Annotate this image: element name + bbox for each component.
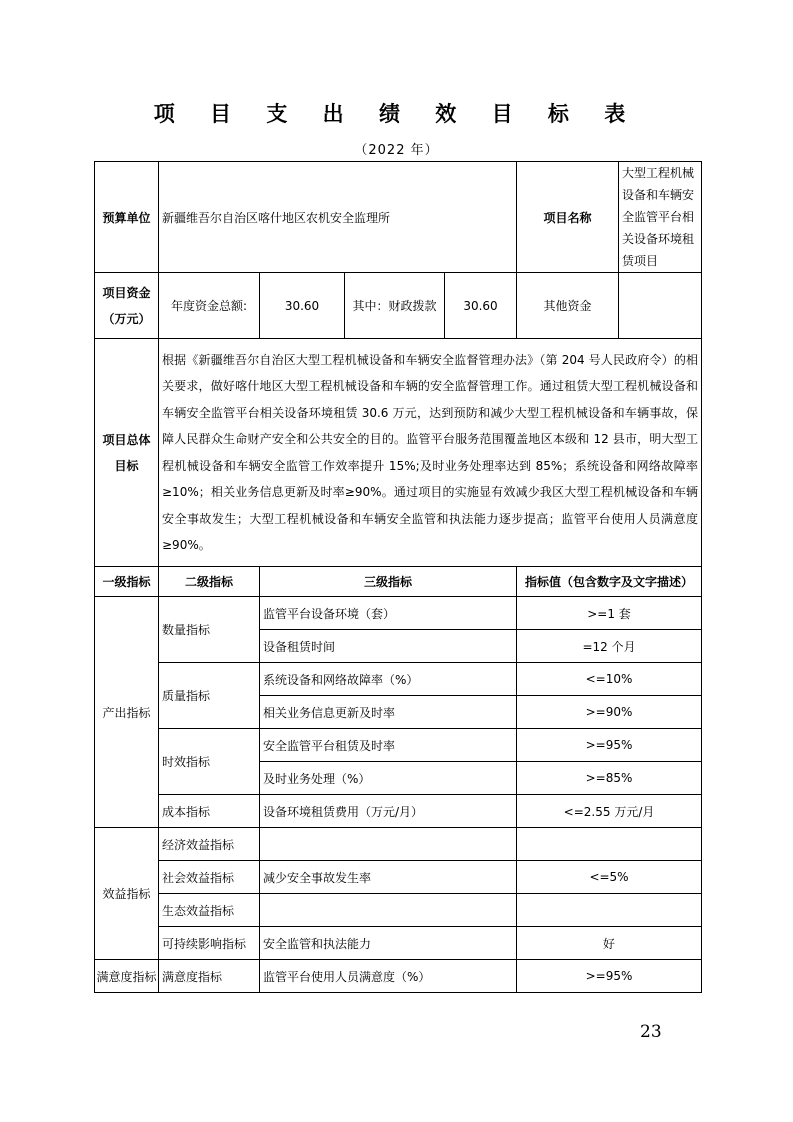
indicator-level3: 系统设备和网络故障率（%） (260, 663, 517, 696)
project-name-value: 大型工程机械设备和车辆安全监管平台相关设备环境租赁项目 (619, 162, 702, 273)
other-funds-value (619, 273, 702, 339)
table-row (95, 861, 702, 894)
funds-label: 项目资金 （万元） (95, 273, 159, 339)
indicator-value: 好 (517, 927, 702, 960)
annual-total-value: 30.60 (260, 273, 345, 339)
indicator-level3 (260, 894, 517, 927)
ecological-indicator-label: 生态效益指标 (159, 894, 260, 927)
indicator-value (517, 828, 702, 861)
year-label: （2022 年） (354, 143, 439, 158)
indicator-value: <=10% (517, 663, 702, 696)
indicator-level3: 安全监管和执法能力 (260, 927, 517, 960)
indicator-value: >=95% (517, 729, 702, 762)
indicator-level3: 设备租赁时间 (260, 630, 517, 663)
overall-goal-text: 根据《新疆维吾尔自治区大型工程机械设备和车辆安全监督管理办法》（第 204 号人民政府令）的相关要求，做好喀什地区大型工程机械设备和车辆的安全监督管理工作。通过租赁大型工程机械设备和车辆安全监管平台相关设备环境租赁 30.6 万元，达到预防和减少大型工程机械设备和车辆事故，保障人民群众生命财产安全和公共安全的目的。监管平台服务范围覆盖地区本级和 12 县市，明大型工程机械设备和车辆安全监管工作效率提升 15%;及时业务处理率达到 85%；系统设备和网络故障率≥10%；相关业务信息更新及时率≥90%。通过项目的实施显有效减少我区大型工程机械设备和车辆安全事故发生；大型工程机械设备和车辆安全监管和执法能力逐步提高；监管平台使用人员满意度≥90%。 (159, 339, 702, 567)
indicator-level3: 监管平台使用人员满意度（%） (260, 960, 517, 993)
satisfaction-indicator-label: 满意度指标 (95, 960, 159, 993)
indicator-level3: 及时业务处理（%） (260, 762, 517, 795)
header-row (95, 162, 702, 273)
funds-row (95, 273, 702, 339)
table-row (95, 894, 702, 927)
indicator-value: <=2.55 万元/月 (517, 795, 702, 828)
benefit-indicator-label: 效益指标 (95, 828, 159, 960)
sustainable-indicator-label: 可持续影响指标 (159, 927, 260, 960)
performance-target-table (94, 161, 702, 993)
indicator-level3: 减少安全事故发生率 (260, 861, 517, 894)
indicator-value: >=85% (517, 762, 702, 795)
timeliness-indicator-label: 时效指标 (159, 729, 260, 795)
table-row (95, 795, 702, 828)
indicator-level3: 设备环境租赁费用（万元/月） (260, 795, 517, 828)
other-funds-label: 其他资金 (517, 273, 619, 339)
page-title: 项 目 支 出 绩 效 目 标 表 (153, 102, 640, 126)
indicator-level3: 安全监管平台租赁及时率 (260, 729, 517, 762)
page-number: 23 (640, 1022, 662, 1042)
indicator-level3: 相关业务信息更新及时率 (260, 696, 517, 729)
fiscal-label: 其中：财政拨款 (345, 273, 445, 339)
quantity-indicator-label: 数量指标 (159, 597, 260, 663)
indicator-value: >=1 套 (517, 597, 702, 630)
table-row (95, 663, 702, 696)
col-header-value: 指标值（包含数字及文字描述） (517, 567, 702, 597)
indicator-value (517, 894, 702, 927)
cost-indicator-label: 成本指标 (159, 795, 260, 828)
project-name-label: 项目名称 (517, 162, 619, 273)
indicator-value: <=5% (517, 861, 702, 894)
col-header-level3: 三级指标 (260, 567, 517, 597)
overall-goal-label: 项目总体目标 (95, 339, 159, 567)
annual-total-label: 年度资金总额: (159, 273, 260, 339)
col-header-level2: 二级指标 (159, 567, 260, 597)
satisfaction-level2-label: 满意度指标 (159, 960, 260, 993)
column-header-row (95, 567, 702, 597)
social-indicator-label: 社会效益指标 (159, 861, 260, 894)
budget-unit-value: 新疆维吾尔自治区喀什地区农机安全监理所 (159, 162, 517, 273)
budget-unit-label: 预算单位 (95, 162, 159, 273)
indicator-value: >=95% (517, 960, 702, 993)
quality-indicator-label: 质量指标 (159, 663, 260, 729)
fiscal-value: 30.60 (445, 273, 517, 339)
table-row (95, 828, 702, 861)
overall-goal-row (95, 339, 702, 567)
table-row (95, 927, 702, 960)
table-row (95, 960, 702, 993)
indicator-value: =12 个月 (517, 630, 702, 663)
output-indicator-label: 产出指标 (95, 597, 159, 828)
economic-indicator-label: 经济效益指标 (159, 828, 260, 861)
indicator-level3: 监管平台设备环境（套） (260, 597, 517, 630)
table-row (95, 597, 702, 630)
indicator-value: >=90% (517, 696, 702, 729)
col-header-level1: 一级指标 (95, 567, 159, 597)
table-row (95, 729, 702, 762)
indicator-level3 (260, 828, 517, 861)
